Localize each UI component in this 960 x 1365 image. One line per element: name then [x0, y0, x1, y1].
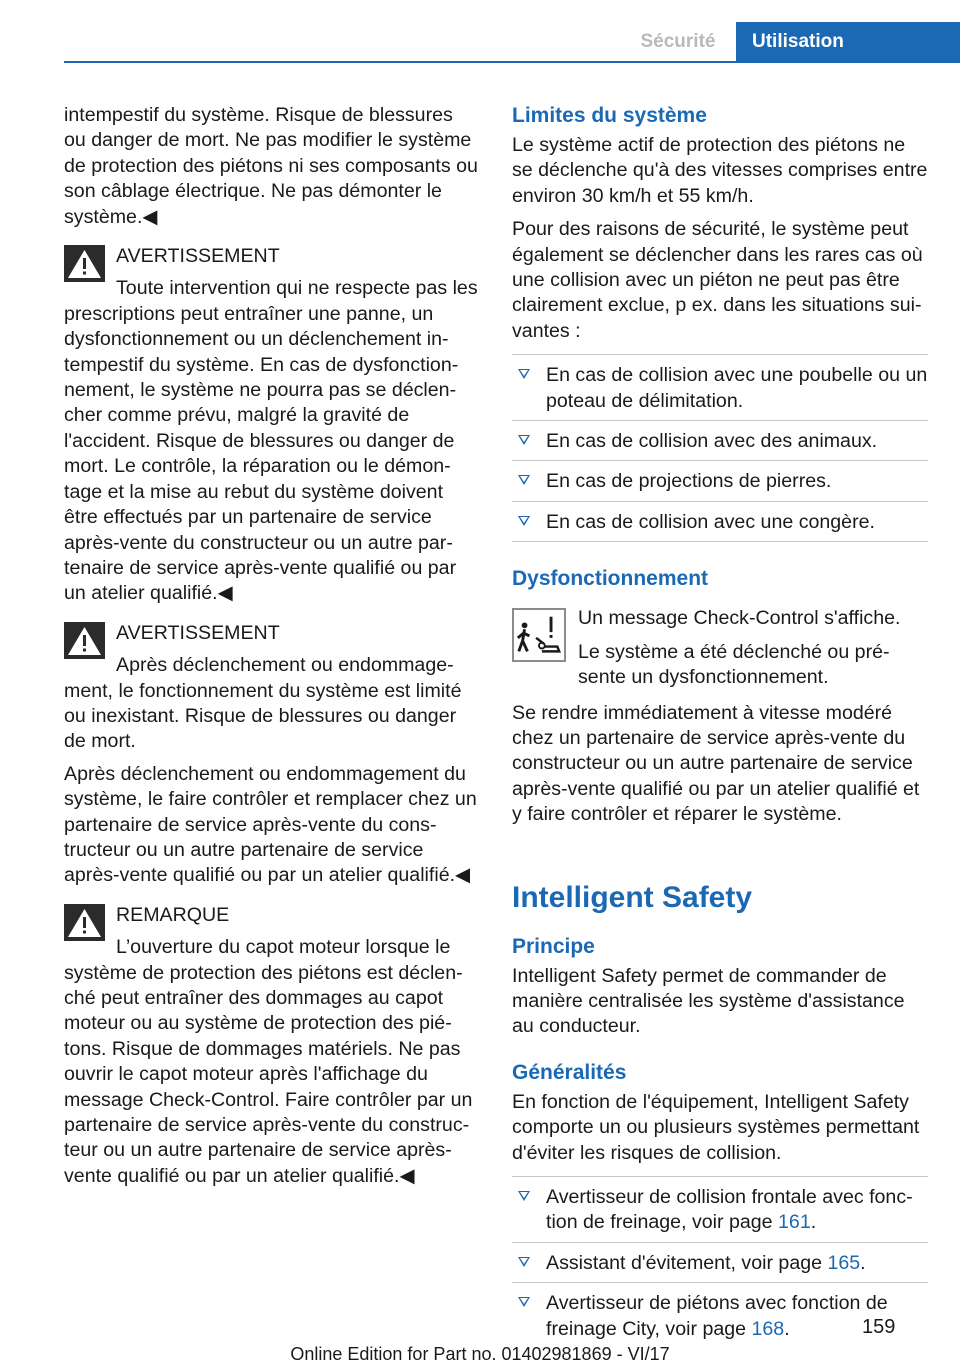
bullet-triangle-icon — [518, 369, 530, 379]
page-header — [0, 0, 960, 62]
list-item-text: En cas de collision avec une poubelle ou un poteau de délimitation. — [546, 364, 928, 412]
section-title-malfunction: Dysfonctionnement — [512, 567, 709, 591]
bullet-triangle-icon — [518, 1257, 530, 1267]
limits-paragraph-2: Pour des raisons de sécurité, le système peut également se déclencher dans les rares cas où une collision avec un piéton ne peut pas être clairement exclue, p ex. dans les situations suivantes : — [512, 218, 923, 342]
malfunction-paragraph: Se rendre immédiatement à vitesse modéré chez un partenaire de service après-vente du constructeur ou un autre partenaire de service après-vente qualifié ou par un atelier qualifié et y faire contrôler et réparer le système. — [512, 701, 920, 826]
list-item-text: En cas de projections de pierres. — [546, 470, 832, 493]
list-item — [512, 355, 928, 421]
bullet-triangle-icon — [518, 1191, 530, 1201]
bullet-triangle-icon — [518, 435, 530, 445]
list-item — [512, 502, 928, 542]
warning-text-continued: Après déclenchement ou endommagement du système, le faire contrôler et remplacer chez un partenaire de service après-vente du constructeur ou un autre partenaire de service après-vente qualifié ou par un atelier qualifié.◀ — [64, 762, 477, 887]
bullet-triangle-icon — [518, 516, 530, 526]
limits-paragraph-1: Le système actif de protection des piétons ne se déclenche qu'à des vitesses comprises entre environ 30 km/h et 55 km/h. — [512, 134, 928, 207]
left-column — [64, 103, 480, 1199]
list-item-end: . — [860, 1251, 866, 1274]
warning-triangle-icon — [64, 245, 105, 282]
page-link-161[interactable]: 161 — [778, 1211, 811, 1234]
right-column — [512, 103, 928, 1358]
bullet-triangle-icon — [518, 1297, 530, 1307]
header-rule — [64, 61, 960, 63]
intro-paragraph: intempestif du système. Risque de blessures ou danger de mort. Ne pas modifier le système de protection des piétons ni ses composants ou son câblage électrique. Ne pas démonter le système.◀ — [64, 104, 478, 228]
warning-text: Toute intervention qui ne respecte pas les prescriptions peut entraîner une panne, un dysfonctionnement ou un déclenchement intempestif du système. En cas de dysfonctionnement, le système ne pourra pas se déclencher comme prévu, malgré la gravité de l'accident. Risque de blessures ou danger de mort. Le contrôle, la réparation ou le démontage et la mise au rebut du système doivent être effectués par un partenaire de service après-vente du constructeur ou un autre partenaire de service après-vente qualifié ou par un atelier qualifié.◀ — [64, 277, 478, 605]
list-item-end: . — [810, 1211, 817, 1234]
page-link-168[interactable]: 168 — [751, 1317, 785, 1340]
section-title-limits: Limites du système — [512, 104, 707, 127]
section-title-principe: Principe — [512, 934, 595, 958]
list-item — [512, 1177, 928, 1243]
page-link-165[interactable]: 165 — [827, 1251, 861, 1274]
tab-utilisation[interactable]: Utilisation — [736, 22, 960, 62]
list-item — [512, 421, 928, 461]
list-item-text: Assistant d'évitement, voir page — [546, 1251, 828, 1274]
tab-securite[interactable]: Sécurité — [640, 31, 716, 52]
check-control-block — [512, 606, 928, 690]
warning-text: Après déclenchement ou endommagement, le fonctionnement du système est limité ou inexistant. Risque de blessures ou danger de mort. — [64, 654, 462, 753]
pedestrian-protection-warning-icon — [512, 608, 566, 662]
list-item-text: En cas de collision avec une congère. — [546, 510, 875, 533]
edition-footer: Online Edition for Part no. 01402981869 - VI/17 — [290, 1344, 670, 1364]
list-item-end: . — [784, 1317, 790, 1340]
note-text: L’ouverture du capot moteur lorsque le système de protection des piétons est déclenché peut entraîner des dommages au capot moteur ou au système de protection des piétons. Risque de dommages matériels. Ne pas ouvrir le capot moteur après l'affichage du message Check-Control. Faire contrôler par un partenaire de service après-vente du constructeur ou un autre partenaire de service après-vente qualifié ou par un atelier qualifié.◀ — [64, 936, 473, 1187]
list-item-text: En cas de collision avec des animaux. — [546, 430, 878, 453]
bullet-triangle-icon — [518, 475, 530, 485]
generalites-paragraph: En fonction de l'équipement, Intelligent Safety comporte un ou plusieurs systèmes permettant d'éviter les risques de collision. — [512, 1090, 920, 1164]
chapter-title-intelligent-safety: Intelligent Safety — [512, 880, 753, 914]
section-title-generalites: Généralités — [512, 1060, 627, 1084]
list-item — [512, 1243, 928, 1283]
warning-triangle-icon — [64, 622, 105, 659]
limits-list — [512, 354, 928, 542]
warning-heading: AVERTISSEMENT — [116, 245, 280, 268]
note-heading: REMARQUE — [116, 903, 230, 926]
warning-block-1 — [64, 244, 480, 607]
list-item-text: Avertisseur de collision frontale avec fonction de freinage, voir page — [546, 1185, 913, 1234]
warning-triangle-icon — [64, 904, 105, 941]
check-control-message: Un message Check-Control s'affiche. — [578, 607, 901, 630]
check-control-detail: Le système a été déclenché ou présente un dysfonctionnement. — [578, 640, 890, 689]
warning-heading: AVERTISSEMENT — [116, 621, 280, 644]
note-block — [64, 903, 480, 1189]
warning-block-2 — [64, 621, 480, 889]
list-item — [512, 461, 928, 501]
list-item-text: Avertisseur de piétons avec fonction de freinage City, voir page — [546, 1292, 888, 1340]
page-number: 159 — [862, 1316, 896, 1338]
principe-paragraph: Intelligent Safety permet de commander de manière centralisée les système d'assistance au conducteur. — [512, 964, 905, 1038]
